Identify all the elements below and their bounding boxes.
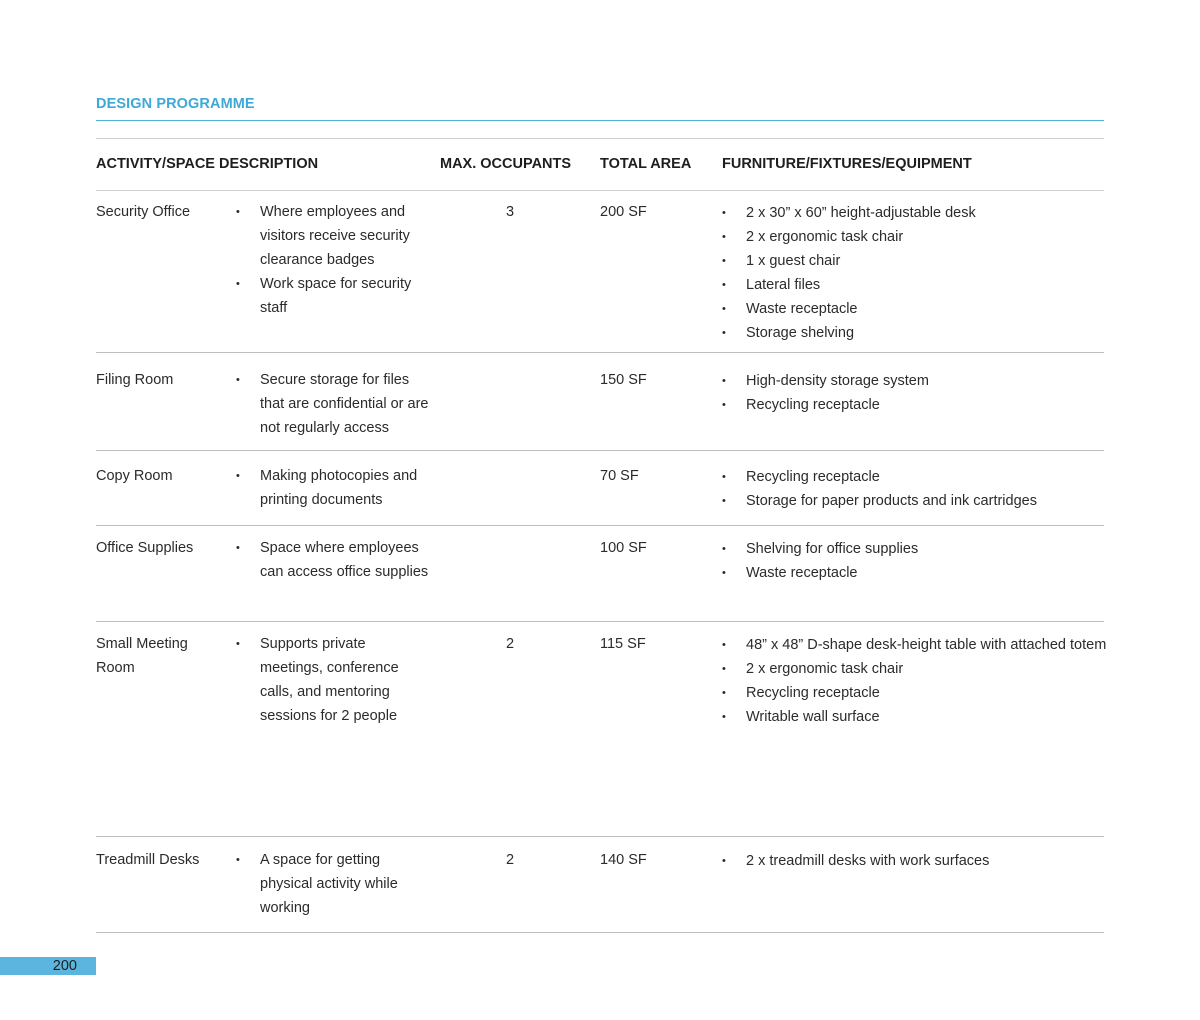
furniture-list [722,465,1110,513]
total-area: 100 SF [600,540,647,556]
table-header [96,138,1104,191]
space-name: Filing Room [96,372,174,388]
table-row [96,191,1104,353]
furniture-item: • Recycling receptacle [722,393,1110,417]
space-name: Office Supplies [96,540,194,556]
furniture-item: • Lateral files [722,273,1110,297]
table-row [96,839,1104,933]
furniture-item: • Recycling receptacle [722,681,1110,705]
space-description-list [236,464,432,512]
max-occupants: 3 [505,204,515,220]
max-occupants: 2 [505,636,515,652]
furniture-item: • 1 x guest chair [722,249,1110,273]
table-row [96,359,1104,451]
furniture-list [722,369,1110,417]
furniture-item: • 2 x ergonomic task chair [722,225,1110,249]
space-description-list [236,368,432,440]
space-name: Small Meeting Room [96,636,188,676]
furniture-item: • 2 x ergonomic task chair [722,657,1110,681]
column-header-furniture: FURNITURE/FIXTURES/EQUIPMENT [722,156,972,172]
furniture-item: • Recycling receptacle [722,465,1110,489]
space-description-list [236,632,432,728]
furniture-item: • Storage shelving [722,321,1110,345]
space-description-list [236,200,432,320]
page-heading: DESIGN PROGRAMME [96,96,255,112]
furniture-item: • 48” x 48” D-shape desk-height table with attached totem [722,633,1110,657]
page-number-tab [0,957,96,975]
column-header-occupants: MAX. OCCUPANTS [440,156,572,172]
furniture-list [722,201,1110,345]
total-area: 70 SF [600,468,639,484]
total-area: 140 SF [600,852,647,868]
page-number: 200 [52,958,77,974]
description-item: • A space for getting physical activity while working [236,848,432,920]
description-item: • Work space for security staff [236,272,432,320]
description-item: • Space where employees can access office supplies [236,536,432,584]
description-item: • Making photocopies and printing documents [236,464,432,512]
total-area: 150 SF [600,372,647,388]
table-row [96,455,1104,526]
furniture-list [722,537,1110,585]
table-row [96,527,1104,622]
column-header-activity: ACTIVITY/SPACE DESCRIPTION [96,156,319,172]
description-item: • Secure storage for files that are confidential or are not regularly access [236,368,432,440]
space-description-list [236,536,432,584]
total-area: 115 SF [600,636,646,652]
heading-divider [96,120,1104,121]
space-name: Treadmill Desks [96,852,200,868]
max-occupants: 2 [505,852,515,868]
column-header-area: TOTAL AREA [600,156,692,172]
furniture-item: • High-density storage system [722,369,1110,393]
space-description-list [236,848,432,920]
space-name: Copy Room [96,468,173,484]
total-area: 200 SF [600,204,647,220]
furniture-item: • Waste receptacle [722,297,1110,321]
furniture-item: • Shelving for office supplies [722,537,1110,561]
description-item: • Where employees and visitors receive security clearance badges [236,200,432,272]
furniture-item: • 2 x 30” x 60” height-adjustable desk [722,201,1110,225]
furniture-list [722,849,1110,873]
furniture-item: • Waste receptacle [722,561,1110,585]
description-item: • Supports private meetings, conference calls, and mentoring sessions for 2 people [236,632,432,728]
space-name: Security Office [96,204,191,220]
furniture-item: • Writable wall surface [722,705,1110,729]
table-row [96,623,1107,837]
furniture-item: • Storage for paper products and ink cartridges [722,489,1110,513]
furniture-list [722,633,1110,729]
furniture-item: • 2 x treadmill desks with work surfaces [722,849,1110,873]
